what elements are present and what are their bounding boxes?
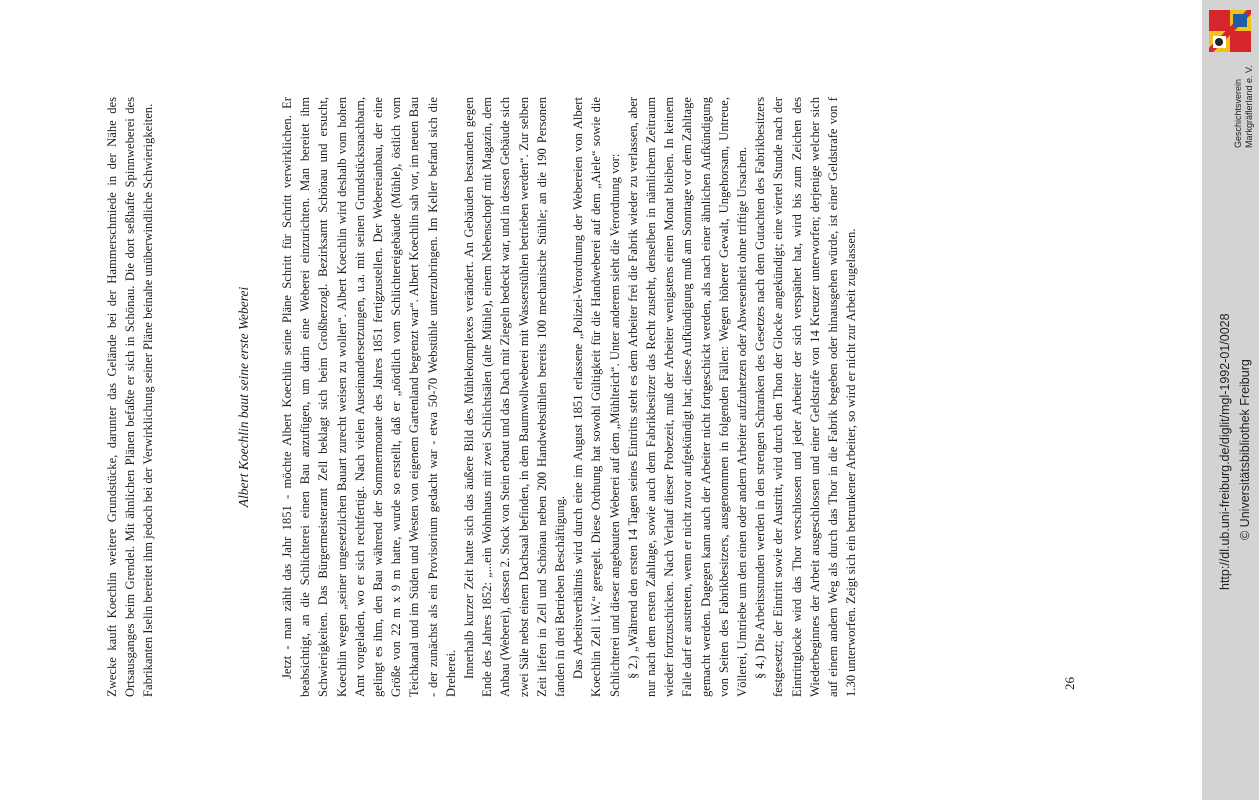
body-text <box>278 97 861 697</box>
source-url-link[interactable]: http://dl.ub.uni-freiburg.de/diglit/mgl-1992-01/0028 <box>1218 313 1232 590</box>
page-number: 26 <box>1062 677 1077 690</box>
paragraph-1: Jetzt - man zählt das Jahr 1851 - möchte Albert Koechlin seine Pläne Schritt für Schritt verwirklichen. Er beabsichtigt, an die Schlichterei einen Bau anzufügen, um darin eine Weberei einzurichten. Man bereitet ihm Schwierigkeiten. Das Bürgermeisteramt Zell beklagt sich beim Großherzogl. Bezirksamt Schönau und ersucht, Koechlin wegen „seiner ungesetzlichen Bauart zurecht weisen zu wollen“. Albert Koechlin wird deshalb vom hohen Amt vorgeladen, wo er sich rechtfertigt. Nach vielen Auseinandersetzungen, u.a. mit seinen Grundstücksnachbarn, gelingt es ihm, den Bau während der Sommermonate des Jahres 1851 fertigzustellen. Der Webereianbau, der eine Größe von 22 m x 9 m hatte, wurde so erstellt, daß er „nördlich vom Schlichtereigebäude (Mühle), östlich vom Teichkanal und im Süden und Westen von eigenem Gartenland begrenzt war“. Albert Koechlin sah vor, im neuen Bau - der zunächst als ein Provisorium gedacht war - etwa 50-70 Webstühle unterzubringen. Im Keller befand sich die Dreherei. <box>280 97 458 697</box>
paragraph-3: Das Arbeitsverhältnis wird durch eine im August 1851 erlassene „Polizei-Verordnung der Webereien von Albert Koechlin Zell i.W.“ geregelt. Diese Ordnung hat sowohl Gültigkeit für die Handweberei auf dem „Aiele“ sowie die Schlichterei und dieser angebauten Weberei auf dem „Mühlteich“. Unter anderem sieht die Verordnung vor: <box>571 97 622 697</box>
copyright-notice: © Universitätsbibliothek Freiburg <box>1238 359 1252 540</box>
section-heading: Albert Koechlin baut seine erste Weberei <box>236 286 251 508</box>
coat-of-arms-icon <box>1209 10 1251 52</box>
society-name-line2: Markgräflerland e. V. <box>1244 65 1254 148</box>
paragraph-5: § 4.) Die Arbeitsstunden werden in den strengen Schranken des Gesetzes nach dem Gutachten des Fabrikbesitzers festgesetzt; der Eintritt sowie der Austritt, wird durch den Thon der Glocke angekündigt; eine viertel Stunde nach der Eintrittglocke wird das Thor verschlossen und jeder Arbeiter der sich verspäthet hat, wird bis zum Zeichen des Wiederbeginnes der Arbeit ausgeschlossen und einer Geldstrafe von 14 Kreuzer unterworfen; derjenige welcher sich auf einem andern Weg als durch das Thor in die Fabrik begeben oder hinausgehen würde, ist einer Geldstrafe von f 1.30 unterworfen. Zeigt sich ein betrunkener Arbeiter, so wird er nicht zur Arbeit zugelassen. <box>753 97 859 697</box>
paragraph-4: § 2.) „Während den ersten 14 Tagen seines Eintritts steht es dem Arbeiter frei die Fabrik wieder zu verlassen, aber nur nach dem ersten Zahltage, sowie auch dem Fabrikbesitzer das Recht zusteht, denselben in nämlichem Zeitraum wieder fortzuschicken. Nach Verlauf dieser Probezeit, muß der Arbeiter wenigstens einen Monat bleiben. In keinem Falle darf er austreten, wenn er nicht zuvor aufgekündigt hat; diese Aufkündigung muß am Sonntage vor dem Zahltage gemacht werden. Dagegen kann auch der Arbeiter nicht fortgeschickt werden, als nach einer ähnlichen Aufkündigung von Seiten des Fabrikbesitzers, ausgenommen in folgenden Fällen: Wegen höherer Gewalt, Ungehorsam, Untreue, Völlerei, Umtriebe um den einen oder andern Arbeiter aufzuhetzen oder Abwesenheit ohne triftige Ursachen. <box>625 97 750 697</box>
society-name-line1: Geschichtsverein <box>1233 78 1243 148</box>
paragraph-2: Innerhalb kurzer Zeit hatte sich das äußere Bild des Mühlekomplexes verändert. An Gebäuden bestanden gegen Ende des Jahres 1852: „...ein Wohnhaus mit zwei Schlichtsälen (alte Mühle), einem Nebenschopf mit Magazin, dem Anbau (Weberei), dessen 2. Stock von Stein erbaut und das Dach mit Ziegeln bedeckt war, und in dessen Gebäude sich zwei Säle nebst einem Dachsaal befinden, in dem Baumwollweberei mit Wasserstühlen betrieben werden“. Zur selben Zeit liefen in Zell und Schönau neben 200 Handwebstühlen bereits 100 mechanische Stühle; an die 190 Personen fanden in drei Betrieben Beschäftigung. <box>462 96 568 697</box>
intro-paragraph: Zwecke kauft Koechlin weitere Grundstücke, darunter das Gelände bei der Hammerschmiede in der Nähe des Ortsausganges beim Grendel. Mit ähnlichen Plänen befaßte er sich in Schönau. Die dort seßhafte Spinnweberei des Fabrikanten Iselin bereitet ihm jedoch bei der Verwirklichung seiner Pläne beinahe unüberwindliche Schwierigkeiten. <box>105 97 156 697</box>
